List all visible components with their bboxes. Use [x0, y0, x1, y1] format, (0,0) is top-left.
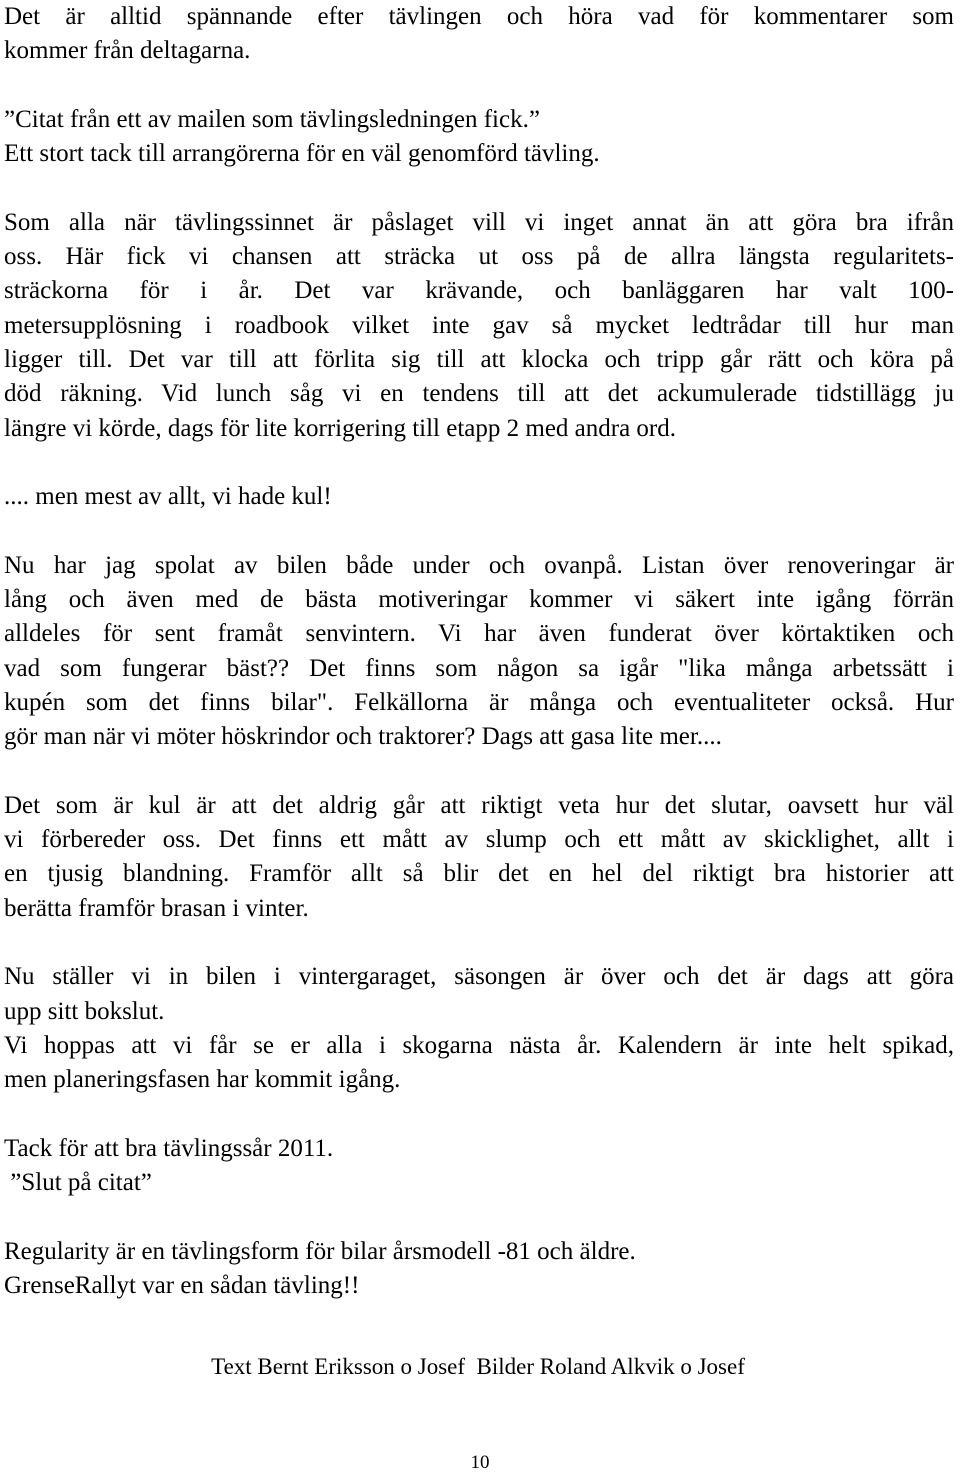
page-number: 10 [470, 1452, 490, 1473]
text-line: ligger till. Det var till att förlita sig till att klocka och tripp går rätt och köra på [4, 345, 954, 373]
paragraph-quote-end [4, 1132, 954, 1201]
text-line: alldeles för sent framåt senvintern. Vi har även funderat över körtaktiken och [4, 620, 954, 648]
text-line: vi förbereder oss. Det finns ett mått av slump och ett mått av skicklighet, allt i [4, 826, 954, 854]
text-line: kupén som det finns bilar". Felkällorna är många och eventualiteter också. Hur [4, 688, 954, 716]
text-line: en tjusig blandning. Framför allt så blir det en hel del riktigt bra historier att [4, 860, 954, 888]
text-line: lång och även med de bästa motiveringar kommer vi säkert inte igång förrän [4, 586, 954, 614]
text-line: Nu ställer vi in bilen i vintergaraget, säsongen är över och det är dags att göra [4, 963, 954, 991]
text-line: Nu har jag spolat av bilen både under och ovanpå. Listan över renoveringar är [4, 551, 954, 579]
paragraph-competition [4, 206, 954, 446]
paragraph-quote-start [4, 103, 954, 172]
text-line: men planeringsfasen har kommit igång. [4, 1066, 401, 1094]
text-line: gör man när vi möter höskrindor och traktorer? Dags att gasa lite mer.... [4, 723, 722, 751]
paragraph-uncertainty [4, 789, 954, 926]
text-line: sträckorna för i år. Det var krävande, och banläggaren har valt 100- [4, 277, 954, 305]
text-line: oss. Här fick vi chansen att sträcka ut oss på de allra längsta regularitets- [4, 243, 954, 271]
text-line: GrenseRallyt var en sådan tävling!! [4, 1271, 360, 1299]
text-line: död räkning. Vid lunch såg vi en tendens till att det ackumulerade tidstillägg ju [4, 380, 954, 408]
text-line: .... men mest av allt, vi hade kul! [4, 483, 332, 511]
text-line: kommer från deltagarna. [4, 37, 251, 65]
text-line: ”Citat från ett av mailen som tävlingsledningen fick.” [4, 105, 540, 133]
text-line: Vi hoppas att vi får se er alla i skogarna nästa år. Kalendern är inte helt spikad, [4, 1031, 954, 1059]
paragraph-renovation [4, 549, 954, 755]
paragraph-regularity [4, 1235, 954, 1304]
text-line: Det är alltid spännande efter tävlingen och höra vad för kommentarer som [4, 3, 954, 30]
text-line: Det som är kul är att det aldrig går att riktigt veta hur det slutar, oavsett hur väl [4, 791, 954, 819]
paragraph-season-end [4, 960, 954, 1097]
text-line: Som alla när tävlingssinnet är påslaget vill vi inget annat än att göra bra ifrån [4, 208, 954, 236]
paragraph-intro [4, 0, 954, 69]
paragraph-fun [4, 480, 954, 514]
text-line: Regularity är en tävlingsform för bilar årsmodell -81 och äldre. [4, 1237, 636, 1265]
text-line: Tack för att bra tävlingssår 2011. [4, 1134, 334, 1162]
text-line: berätta framför brasan i vinter. [4, 894, 309, 922]
document-page [4, 0, 954, 1303]
text-line: längre vi körde, dags för lite korrigering till etapp 2 med andra ord. [4, 414, 677, 442]
text-line: metersupplösning i roadbook vilket inte gav så mycket ledtrådar till hur man [4, 311, 954, 339]
photo-text-credits [0, 1352, 960, 1382]
credits-text: Text Bernt Eriksson o Josef Bilder Roland Alkvik o Josef [211, 1354, 745, 1379]
text-line: ”Slut på citat” [4, 1169, 152, 1197]
text-line: Ett stort tack till arrangörerna för en väl genomförd tävling. [4, 140, 600, 168]
text-line: vad som fungerar bäst?? Det finns som någon sa igår "lika många arbetssätt i [4, 654, 954, 682]
text-line: upp sitt bokslut. [4, 997, 165, 1025]
